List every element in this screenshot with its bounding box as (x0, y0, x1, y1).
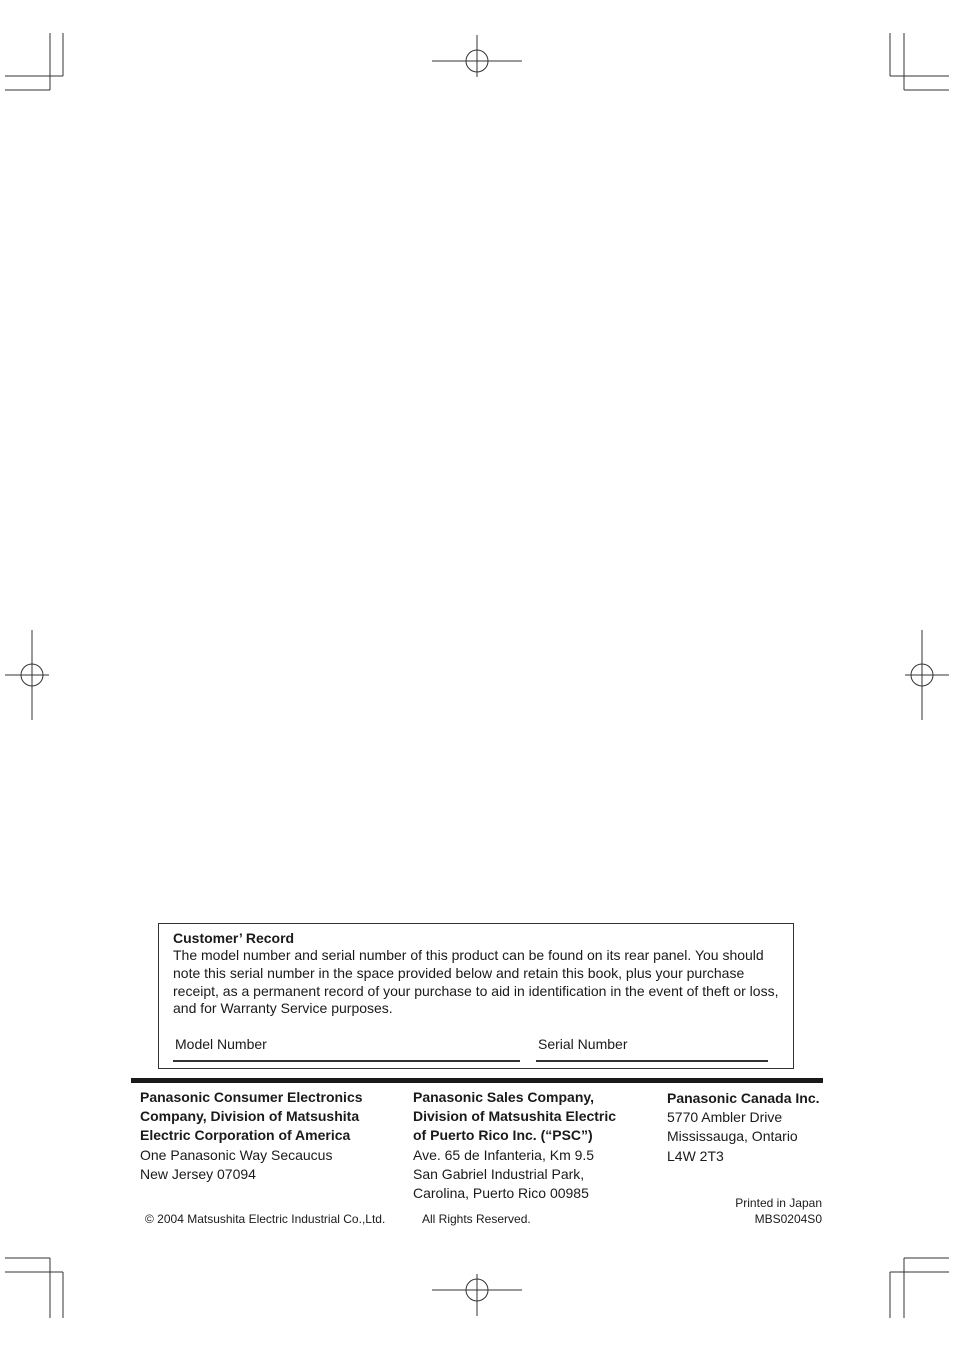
pr-address-line: San Gabriel Industrial Park, (413, 1165, 585, 1182)
canada-name-line: Panasonic Canada Inc. (667, 1090, 820, 1106)
divider-rule (131, 1078, 823, 1083)
document-code: MBS0204S0 (754, 1212, 822, 1226)
pr-address-line: Carolina, Puerto Rico 00985 (413, 1185, 589, 1202)
serial-number-label: Serial Number (538, 1036, 628, 1052)
usa-name-line: Electric Corporation of America (140, 1127, 351, 1144)
usa-address-line: New Jersey 07094 (140, 1165, 256, 1182)
customer-record-body: The model number and serial number of this product can be found on its rear panel. You should note this serial number in the space provided below and retain this book, plus your purchase receipt, as a permanent record of your purchase to aid in identification in the event of theft or loss, and for Warranty Service purposes. (173, 947, 779, 1017)
pr-name-line: Division of Matsushita Electric (413, 1108, 617, 1125)
canada-address-line: L4W 2T3 (667, 1147, 724, 1164)
printed-in-text: Printed in Japan (735, 1196, 822, 1210)
address-usa (140, 1088, 363, 1184)
model-number-label: Model Number (175, 1036, 267, 1052)
pr-address-line: Ave. 65 de Infanteria, Km 9.5 (413, 1146, 595, 1163)
address-puerto-rico (413, 1088, 616, 1203)
model-number-line[interactable] (173, 1060, 520, 1062)
rights-text: All Rights Reserved. (422, 1212, 531, 1226)
usa-address-line: One Panasonic Way Secaucus (140, 1146, 333, 1163)
customer-record-box (158, 923, 794, 1069)
canada-address-line: Mississauga, Ontario (667, 1128, 798, 1145)
pr-name-line: Panasonic Sales Company, (413, 1089, 595, 1105)
address-canada (667, 1089, 820, 1166)
usa-name-line: Panasonic Consumer Electronics (140, 1089, 363, 1105)
customer-record-title: Customer’ Record (173, 930, 295, 946)
usa-name-line: Company, Division of Matsushita (140, 1108, 360, 1125)
pr-name-line: of Puerto Rico Inc. (“PSC”) (413, 1127, 593, 1144)
serial-number-line[interactable] (536, 1060, 768, 1062)
canada-address-line: 5770 Ambler Drive (667, 1109, 783, 1126)
copyright-text: © 2004 Matsushita Electric Industrial Co.,Ltd. (145, 1212, 386, 1226)
